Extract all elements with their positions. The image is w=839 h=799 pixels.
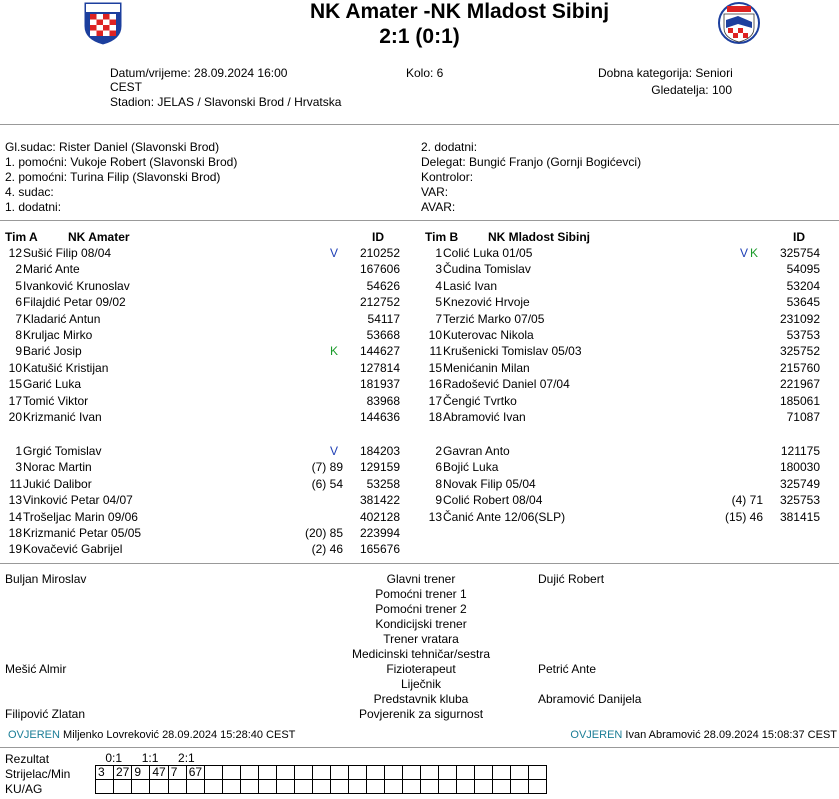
scorer-cell: 7: [168, 766, 186, 780]
scorer-cell: [421, 766, 439, 780]
ku-ag-cell: [295, 780, 313, 794]
ku-ag-label: KU/AG: [5, 782, 43, 796]
scorer-cell: [205, 766, 223, 780]
official-line: 1. dodatni:: [5, 200, 62, 214]
divider: [0, 124, 839, 125]
ku-ag-cell: [132, 780, 150, 794]
ku-ag-cell: [259, 780, 277, 794]
scorer-cell: 27: [114, 766, 132, 780]
scorer-cell: [349, 766, 367, 780]
player-substitution: (20) 85: [304, 526, 343, 540]
team-b-name: NK Mladost Sibinj: [488, 230, 590, 244]
home-staff-name: Mešić Almir: [5, 662, 67, 676]
player-name: Kruljac Mirko: [23, 328, 93, 342]
player-id: 215760: [779, 360, 820, 375]
player-name: Grgić Tomislav: [23, 444, 102, 458]
ku-ag-cell: [277, 780, 295, 794]
away-staff-name: Petrić Ante: [538, 662, 597, 676]
player-name: Kuterovac Nikola: [443, 328, 534, 342]
player-name: Colić Robert 08/04: [443, 493, 543, 508]
ku-ag-cell: [511, 780, 529, 794]
player-id: 231092: [779, 311, 820, 326]
player-id: 121175: [780, 444, 820, 458]
score-cell: 1:1: [141, 751, 159, 765]
player-name: Sušić Filip 08/04: [23, 246, 112, 260]
player-id: 167606: [359, 262, 400, 277]
player-name: Garić Luka: [23, 377, 82, 392]
match-round: Kolo: 6: [406, 66, 444, 80]
player-id: 165676: [359, 542, 400, 557]
official-line: Gl.sudac: Rister Daniel (Slavonski Brod): [5, 140, 220, 154]
player-number: 9: [15, 344, 22, 359]
player-name: Abramović Ivan: [443, 410, 526, 424]
player-number: 13: [428, 509, 442, 524]
player-id: 184203: [359, 444, 400, 458]
player-number: 2: [435, 444, 442, 458]
player-id: 71087: [786, 410, 820, 424]
player-number: 10: [428, 328, 442, 342]
player-number: 1: [435, 246, 442, 260]
team-b-id-header: ID: [793, 230, 805, 244]
scorer-cell: [313, 766, 331, 780]
player-number: 12: [8, 246, 22, 260]
staff-role: Predstavnik kluba: [373, 692, 469, 706]
player-id: 127814: [359, 360, 400, 375]
player-id: 53753: [786, 328, 820, 342]
scorer-cell: [385, 766, 403, 780]
player-id: 53258: [366, 476, 400, 491]
scorer-cell: [493, 766, 511, 780]
ku-ag-cell: [96, 780, 114, 794]
away-verified-status: OVJEREN: [570, 729, 623, 741]
scorer-cell: [457, 766, 475, 780]
player-name: Filajdić Petar 09/02: [23, 295, 126, 310]
scorer-cell: 47: [150, 766, 168, 780]
staff-role: Pomoćni trener 1: [375, 587, 467, 601]
scorer-cell: [439, 766, 457, 780]
player-number: 5: [435, 295, 442, 310]
divider: [0, 220, 839, 221]
ku-ag-cell: [331, 780, 349, 794]
player-name: Kladarić Antun: [23, 311, 101, 326]
player-name: Barić Josip: [23, 344, 82, 359]
scorer-cell: 9: [132, 766, 150, 780]
player-number: 4: [435, 278, 442, 293]
official-line: VAR:: [421, 185, 449, 199]
score-cell: [385, 752, 421, 766]
player-id: 181937: [359, 377, 400, 392]
player-name: Gavran Anto: [443, 444, 510, 458]
ku-ag-cell: [205, 780, 223, 794]
scorer-cell: [403, 766, 421, 780]
official-line: 2. dodatni:: [421, 140, 478, 154]
player-number: 10: [8, 360, 22, 375]
player-name: Lasić Ivan: [443, 278, 498, 293]
ku-ag-cell: [475, 780, 493, 794]
official-line: 1. pomoćni: Vukoje Robert (Slavonski Brod): [5, 155, 238, 169]
player-id: 83968: [366, 393, 400, 408]
scorer-cell: [241, 766, 259, 780]
player-id: 325754: [779, 246, 820, 260]
result-row: [96, 752, 547, 766]
ku-ag-cell: [186, 780, 204, 794]
staff-role: Trener vratara: [383, 632, 459, 646]
player-substitution: (15) 46: [724, 509, 763, 524]
staff-role: Kondicijski trener: [375, 617, 467, 631]
player-id: 185061: [779, 393, 820, 408]
player-name: Novak Filip 05/04: [443, 476, 536, 491]
player-name: Colić Luka 01/05: [443, 246, 533, 260]
age-category: Dobna kategorija: Seniori: [598, 66, 733, 80]
score-cell: [277, 752, 313, 766]
player-substitution: (2) 46: [311, 542, 343, 557]
scorer-cell: [331, 766, 349, 780]
player-number: 18: [8, 526, 22, 540]
player-name: Krušenicki Tomislav 05/03: [443, 344, 582, 359]
scorer-cell: [475, 766, 493, 780]
ku-ag-cell: [223, 780, 241, 794]
player-number: 13: [8, 493, 22, 508]
ku-ag-cell: [439, 780, 457, 794]
player-number: 9: [435, 493, 442, 508]
player-name: Kovačević Gabrijel: [23, 542, 123, 557]
team-a-name: NK Amater: [68, 230, 130, 244]
score-cell: [421, 752, 457, 766]
player-number: 3: [15, 460, 22, 475]
player-name: Čudina Tomislav: [443, 262, 531, 277]
player-name: Norac Martin: [23, 460, 92, 475]
ku-ag-cell: [457, 780, 475, 794]
player-number: 19: [8, 542, 22, 557]
ku-ag-cell: [529, 780, 547, 794]
player-id: 223994: [359, 526, 400, 540]
score-cell: [205, 752, 241, 766]
player-number: 16: [428, 377, 442, 392]
scorer-cell: [295, 766, 313, 780]
player-name: Čengić Tvrtko: [443, 393, 517, 408]
scorer-label: Strijelac/Min: [5, 767, 71, 781]
match-title: NK Amater -NK Mladost Sibinj: [309, 0, 610, 23]
ku-ag-cell: [150, 780, 168, 794]
team-a-id-header: ID: [372, 230, 384, 244]
player-id: 53645: [786, 295, 820, 310]
player-number: 17: [8, 393, 22, 408]
ku-ag-cell: [403, 780, 421, 794]
player-id: 144627: [359, 344, 400, 359]
divider: [0, 563, 839, 564]
ku-ag-cell: [493, 780, 511, 794]
player-number: 14: [8, 509, 22, 524]
team-b-label: Tim B: [425, 230, 459, 244]
player-role-mark: K: [750, 246, 759, 260]
ku-ag-cell: [349, 780, 367, 794]
player-id: 210252: [359, 246, 400, 260]
player-id: 325753: [779, 493, 820, 508]
player-id: 402128: [359, 509, 400, 524]
staff-role: Povjerenik za sigurnost: [358, 707, 484, 721]
scorer-cell: 67: [186, 766, 204, 780]
player-name: Jukić Dalibor: [23, 476, 92, 491]
player-number: 15: [8, 377, 22, 392]
player-id: 54095: [786, 262, 820, 277]
staff-role: Medicinski tehničar/sestra: [351, 647, 491, 661]
team-a-label: Tim A: [5, 230, 38, 244]
player-id: 212752: [359, 295, 400, 310]
player-id: 221967: [779, 377, 820, 392]
scorer-cell: [277, 766, 295, 780]
score-cell: 2:1: [178, 751, 195, 765]
player-id: 53204: [786, 278, 820, 293]
player-number: 20: [8, 410, 22, 424]
player-name: Radošević Daniel 07/04: [443, 377, 570, 392]
player-id: 54117: [367, 311, 400, 326]
player-number: 11: [429, 344, 442, 359]
score-cell: [349, 752, 385, 766]
player-number: 17: [428, 393, 442, 408]
scorer-cell: 3: [96, 766, 114, 780]
scorer-cell: [259, 766, 277, 780]
player-number: 2: [15, 262, 22, 277]
player-name: Knezović Hrvoje: [443, 295, 530, 310]
player-number: 6: [15, 295, 22, 310]
score-cell: [241, 752, 277, 766]
away-verification: [570, 729, 837, 741]
ku-ag-cell: [421, 780, 439, 794]
player-number: 1: [15, 444, 22, 458]
player-role-mark: V: [330, 444, 339, 458]
ku-ag-cell: [168, 780, 186, 794]
player-id: 381422: [359, 493, 400, 508]
player-name: Krizmanić Ivan: [23, 410, 102, 424]
scorer-cell: [511, 766, 529, 780]
scorer-cell: [529, 766, 547, 780]
away-staff-name: Abramović Danijela: [538, 692, 642, 706]
score-cell: [457, 752, 493, 766]
match-stadium: Stadion: JELAS / Slavonski Brod / Hrvatska: [110, 95, 342, 109]
player-number: 6: [435, 460, 442, 475]
ku-ag-cell: [114, 780, 132, 794]
player-id: 381415: [779, 509, 820, 524]
player-name: Terzić Marko 07/05: [443, 311, 545, 326]
result-grid: [95, 752, 547, 794]
staff-role: Liječnik: [400, 677, 442, 691]
ku-ag-cell: [367, 780, 385, 794]
player-number: 7: [435, 311, 442, 326]
player-substitution: (7) 89: [311, 460, 343, 475]
player-name: Katušić Kristijan: [23, 360, 109, 375]
player-id: 180030: [779, 460, 820, 475]
player-role-mark: V: [330, 246, 339, 260]
player-number: 3: [435, 262, 442, 277]
staff-role: Pomoćni trener 2: [375, 602, 467, 616]
player-number: 15: [428, 360, 442, 375]
player-number: 8: [435, 476, 442, 491]
player-number: 8: [15, 328, 22, 342]
home-staff-name: Filipović Zlatan: [5, 707, 86, 721]
official-line: Delegat: Bungić Franjo (Gornji Bogićevci): [421, 155, 642, 169]
official-line: AVAR:: [421, 200, 456, 214]
ku-ag-cell: [241, 780, 259, 794]
player-id: 53668: [366, 328, 400, 342]
player-number: 11: [9, 476, 22, 491]
player-name: Menićanin Milan: [443, 360, 530, 375]
player-name: Tomić Viktor: [23, 393, 89, 408]
player-id: 54626: [366, 278, 400, 293]
scorer-cell: [367, 766, 385, 780]
result-row: [96, 766, 547, 780]
home-verification: [8, 729, 295, 741]
player-name: Vinković Petar 04/07: [23, 493, 133, 508]
match-timezone: CEST: [110, 80, 143, 94]
official-line: 4. sudac:: [5, 185, 54, 199]
official-line: 2. pomoćni: Turina Filip (Slavonski Brod): [5, 170, 221, 184]
player-id: 325752: [779, 344, 820, 359]
player-name: Bojić Luka: [443, 460, 499, 475]
player-name: Krizmanić Petar 05/05: [23, 526, 142, 540]
result-label: Rezultat: [5, 752, 50, 766]
score-cell: 0:1: [105, 751, 123, 765]
player-name: Marić Ante: [23, 262, 80, 277]
score-cell: [529, 752, 547, 766]
staff-role: Glavni trener: [386, 572, 456, 586]
away-verified-text: Ivan Abramović 28.09.2024 15:08:37 CEST: [625, 729, 837, 741]
staff-role: Fizioterapeut: [386, 662, 456, 676]
spectators: Gledatelja: 100: [651, 83, 732, 97]
player-id: 129159: [359, 460, 400, 475]
official-line: Kontrolor:: [421, 170, 474, 184]
player-name: Trošeljac Marin 09/06: [23, 509, 138, 524]
home-verified-status: OVJEREN: [8, 729, 60, 741]
match-datetime: Datum/vrijeme: 28.09.2024 16:00: [110, 66, 288, 80]
player-role-mark: K: [330, 344, 339, 359]
away-staff-name: Dujić Robert: [538, 572, 605, 586]
home-verified-text: Miljenko Lovreković 28.09.2024 15:28:40 CEST: [63, 729, 296, 741]
home-staff-name: Buljan Miroslav: [5, 572, 87, 586]
player-id: 144636: [359, 410, 400, 424]
player-name: Ivanković Krunoslav: [23, 278, 130, 293]
result-row: [96, 780, 547, 794]
player-substitution: (6) 54: [311, 476, 343, 491]
match-score: 2:1 (0:1): [379, 25, 460, 48]
player-id: 325749: [779, 476, 820, 491]
ku-ag-cell: [385, 780, 403, 794]
player-name: Čanić Ante 12/06(SLP): [443, 509, 566, 524]
ku-ag-cell: [313, 780, 331, 794]
player-role-mark: V: [740, 246, 749, 260]
player-number: 7: [15, 311, 22, 326]
divider: [0, 747, 839, 748]
scorer-cell: [223, 766, 241, 780]
score-cell: [313, 752, 349, 766]
score-cell: [493, 752, 529, 766]
player-substitution: (4) 71: [731, 493, 763, 508]
player-number: 5: [15, 278, 22, 293]
player-number: 18: [428, 410, 442, 424]
